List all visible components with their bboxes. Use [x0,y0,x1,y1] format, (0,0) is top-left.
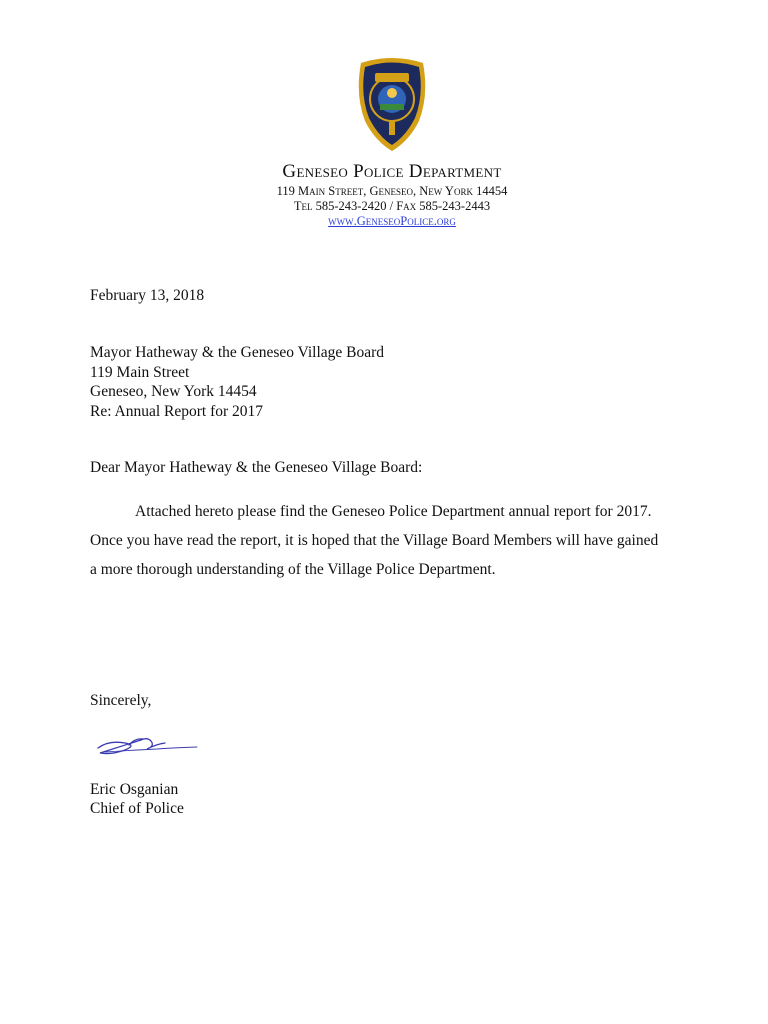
subject-line: Re: Annual Report for 2017 [90,402,264,420]
department-website-link[interactable]: www.GeneseoPolice.org [328,214,456,228]
closing: Sincerely, [90,692,152,709]
body-line: a more thorough understanding of the Village Police Department. [90,561,496,578]
handwritten-signature [95,728,200,762]
letter-date: February 13, 2018 [90,287,205,304]
department-name: Geneseo Police Department [282,161,502,182]
body-paragraph [90,497,658,584]
recipient-line: Geneseo, New York 14454 [90,383,257,400]
signer-block [90,780,184,818]
letterhead [0,160,768,229]
salutation: Dear Mayor Hatheway & the Geneseo Village Board: [90,459,423,476]
police-badge-icon [353,55,431,155]
signer-name: Eric Osganian [90,781,179,798]
recipient-address [90,343,384,421]
recipient-line: 119 Main Street [90,363,190,381]
body-line: Once you have read the report, it is hoped that the Village Board Members will have gained [90,532,659,549]
department-phone-fax: Tel 585-243-2420 / Fax 585-243-2443 [293,199,491,213]
recipient-line: Mayor Hatheway & the Geneseo Village Board [90,344,385,361]
signer-title: Chief of Police [90,800,184,817]
body-line: Attached hereto please find the Geneseo Police Department annual report for 2017. [135,503,652,520]
department-address: 119 Main Street, Geneseo, New York 14454 [276,184,508,198]
